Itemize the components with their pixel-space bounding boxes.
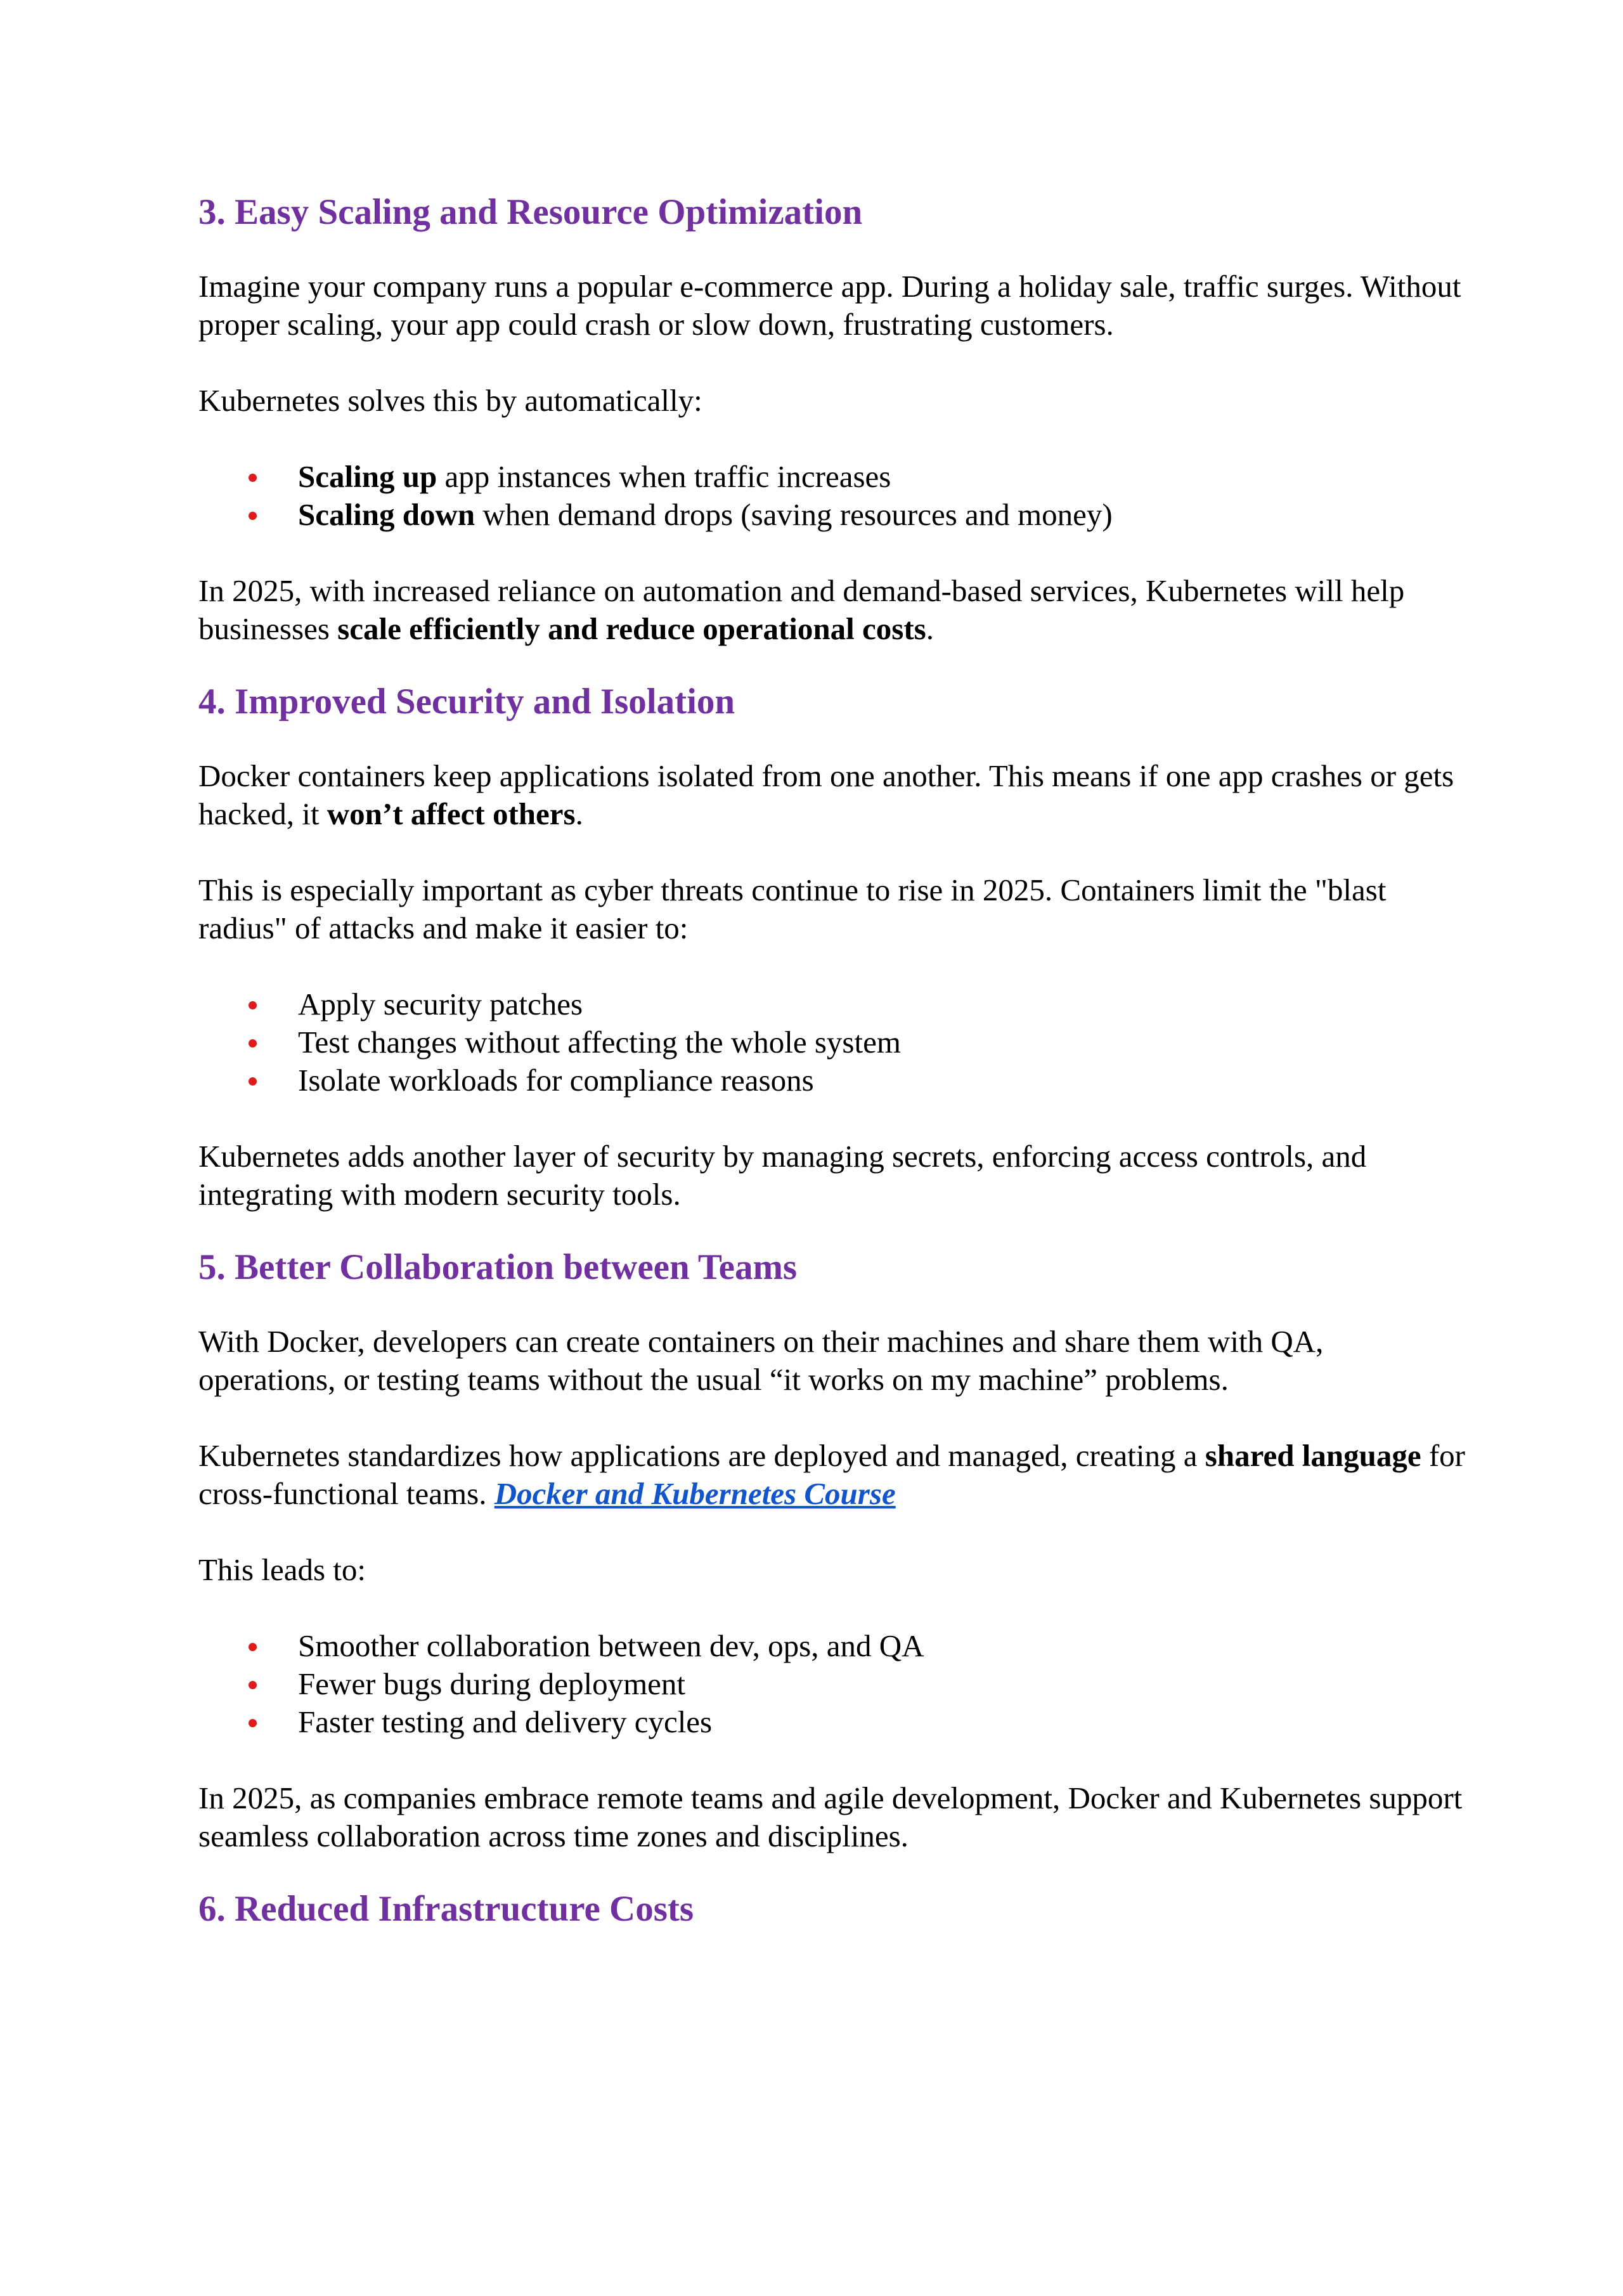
text-segment: Docker containers keep applications isolated from one another. This means if one app crashes or gets hacked, it — [198, 758, 1454, 831]
list-item-text: Smoother collaboration between dev, ops, and QA — [298, 1628, 924, 1663]
document-page — [198, 190, 1466, 1931]
section-5-summary-paragraph: In 2025, as companies embrace remote teams and agile development, Docker and Kubernetes support seamless collaboration across time zones and disciplines. — [198, 1780, 1463, 1853]
text-segment: . — [926, 611, 934, 646]
bullet-icon — [249, 474, 257, 482]
bullet-icon — [249, 1681, 257, 1689]
list-item-text: Faster testing and delivery cycles — [298, 1704, 713, 1739]
list-item-text: Isolate workloads for compliance reasons — [298, 1063, 814, 1098]
section-3-intro-paragraph: Imagine your company runs a popular e-commerce app. During a holiday sale, traffic surges. Without proper scaling, your app could crash or slow down, frustrating customers. — [198, 269, 1461, 342]
text-segment: Kubernetes standardizes how applications are deployed and managed, creating a — [198, 1438, 1205, 1473]
section-5-standardizes-paragraph — [198, 1437, 1466, 1513]
list-item — [198, 496, 1466, 534]
section-5-heading: 5. Better Collaboration between Teams — [198, 1247, 798, 1287]
list-item — [198, 985, 1466, 1023]
bold-text: shared language — [1205, 1438, 1421, 1473]
list-item-bold: Scaling down — [298, 497, 475, 532]
docker-kubernetes-course-link[interactable]: Docker and Kubernetes Course — [494, 1476, 896, 1511]
section-3-summary-paragraph — [198, 572, 1466, 648]
list-item — [198, 1023, 1466, 1061]
section-5-bullet-list — [198, 1627, 1466, 1741]
section-3-bullet-list — [198, 458, 1466, 534]
bold-text: scale efficiently and reduce operational costs — [337, 611, 926, 646]
section-5-leads-paragraph: This leads to: — [198, 1552, 366, 1587]
bullet-icon — [249, 1001, 257, 1009]
list-item — [198, 1627, 1466, 1665]
list-item-text: when demand drops (saving resources and money) — [475, 497, 1113, 532]
section-4-threats-paragraph: This is especially important as cyber threats continue to rise in 2025. Containers limit the "blast radius" of attacks and make it easier to: — [198, 872, 1387, 945]
section-4-summary-paragraph: Kubernetes adds another layer of security by managing secrets, enforcing access controls, and integrating with modern security tools. — [198, 1139, 1367, 1212]
bullet-icon — [249, 1643, 257, 1651]
section-5-intro-paragraph: With Docker, developers can create containers on their machines and share them with QA, operations, or testing teams without the usual “it works on my machine” problems. — [198, 1324, 1324, 1397]
section-3-solves-paragraph: Kubernetes solves this by automatically: — [198, 383, 702, 418]
bullet-icon — [249, 1719, 257, 1727]
bold-text: won’t affect others — [327, 796, 576, 831]
list-item — [198, 1703, 1466, 1741]
list-item — [198, 1665, 1466, 1703]
bullet-icon — [249, 1077, 257, 1086]
list-item-text: app instances when traffic increases — [437, 459, 891, 494]
text-segment: In 2025, with increased reliance on automation and demand-based services, Kubernetes will help businesses — [198, 573, 1405, 646]
list-item-bold: Scaling up — [298, 459, 437, 494]
section-4-heading: 4. Improved Security and Isolation — [198, 682, 735, 722]
section-3-heading: 3. Easy Scaling and Resource Optimization — [198, 192, 863, 232]
section-6-heading: 6. Reduced Infrastructure Costs — [198, 1889, 694, 1929]
section-4-intro-paragraph — [198, 757, 1466, 833]
list-item-text: Test changes without affecting the whole system — [298, 1025, 901, 1060]
list-item-text: Apply security patches — [298, 987, 583, 1022]
text-segment: for cross-functional teams. — [198, 1438, 1465, 1511]
text-segment: . — [575, 796, 583, 831]
list-item-text: Fewer bugs during deployment — [298, 1666, 686, 1701]
list-item — [198, 1061, 1466, 1099]
section-4-bullet-list — [198, 985, 1466, 1099]
bullet-icon — [249, 1039, 257, 1047]
bullet-icon — [249, 512, 257, 520]
list-item — [198, 458, 1466, 496]
